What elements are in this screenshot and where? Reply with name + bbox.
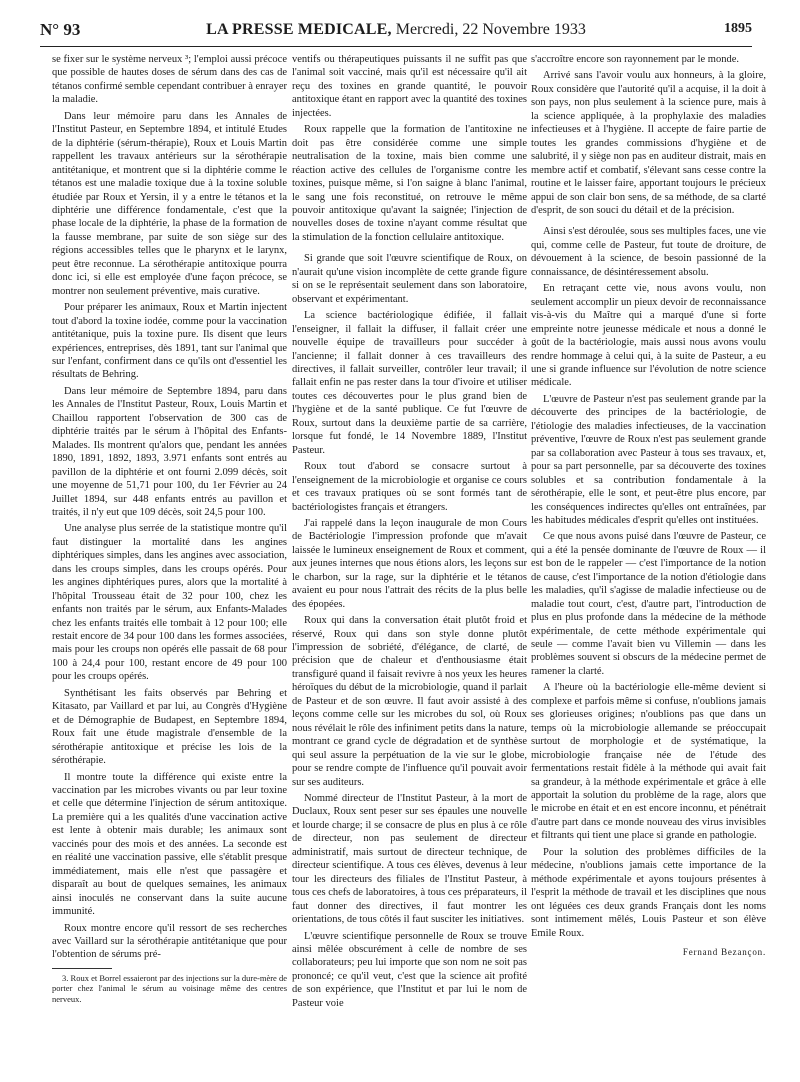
issue-date: Mercredi, 22 Novembre 1933	[395, 21, 586, 38]
paragraph: Nommé directeur de l'Institut Pasteur, à la mort de Duclaux, Roux sent peser sur ses épaules une nouvelle et lourde charge; il se consacre de plus en plus à ce rôle de directeur, non pas seulement de directeur administratif, mais surtout de directeur technique, de directeur scientifique. A tous ces élèves, devenus à leur tour les directeurs des filiales de l'Institut Pasteur, à tous ces chefs de laboratoires, à tous ces préparateurs, il faut donner des directives, il faut montrer les orientations, de tous côtés il faut susciter les initiatives.	[292, 793, 527, 926]
issue-number: N° 93	[40, 20, 81, 39]
column-right	[531, 53, 766, 1073]
paragraph: L'œuvre scientifique personnelle de Roux se trouve ainsi mêlée obscurément à celle de nombre de ses collaborateurs; peu lui importe que son nom ne soit pas prononcé; ce qu'il veut, c'est que la science ait profité de son expérience, que l'Institut et par lui le nom de Pasteur voie	[292, 930, 527, 1009]
paragraph: Si grande que soit l'œuvre scientifique de Roux, on n'aurait qu'une vision incomplète de cette grande figure si on se le représentait seulement dans son laboratoire, observant et expérimentant.	[292, 253, 527, 305]
paragraph: Ainsi s'est déroulée, sous ses multiples faces, une vie qui, comme celle de Pasteur, fut toute de droiture, de dévouement à la science, de besoin passionné de la connaissance, de désintéressement absolu.	[531, 226, 766, 278]
paragraph: Ce que nous avons puisé dans l'œuvre de Pasteur, ce qui a été la pensée dominante de l'œuvre de Roux — il est bon de le rappeler — c'est l'importance de la notion de cause, c'est l'importance de la notion d'étiologie dans les maladies, qu'il s'agisse de maladie infectieuse ou de maladie tout court, c'est, d'autre part, l'introduction de plus en plus profonde dans la médecine de la méthode expérimentale, de cette méthode expérimentale qui seule — comme l'avait bien vu Villemin — dans les problèmes souvent si obscurs de la médecine permet de ramener la clarté.	[531, 531, 766, 677]
footnote: 3. Roux et Borrel essaieront par des injections sur la dure-mère de porter chez l'animal le sérum au voisinage même des centres nerveux.	[52, 972, 287, 1004]
page-number: 1895	[724, 21, 752, 36]
paragraph: Dans leur mémoire de Septembre 1894, paru dans les Annales de l'Institut Pasteur, Roux, Louis Martin et Chaillou rapportent l'observation de 300 cas de diphtérie traités par le sérum à l'hôpital des Enfants-Malades. Ils montrent qu'alors que, pendant les années 1890, 1891, 1892, 1893, 3.971 enfants sont entrés au pavillon de la diphtérie et ont fourni 2.099 décès, soit une moyenne de 51,71 pour 100, du 1er Février au 24 Juillet 1894, sur 448 enfants entrés au pavillon et traités, il n'y eut que 109 décès, soit 24,5 pour 100.	[52, 385, 287, 518]
column-left	[52, 53, 287, 1073]
paragraph: En retraçant cette vie, nous avons voulu, non seulement accomplir un pieux devoir de reconnaissance vis-à-vis du Maître qui a marqué d'une si forte empreinte notre jeunesse médicale et nous a donné le goût de la bactériologie, mais aussi nous avons voulu rendre hommage à celui qui, à la suite de Pasteur, a eu une si grande influence sur l'évolution de notre science médicale.	[531, 283, 766, 389]
paragraph: Il montre toute la différence qui existe entre la vaccination par les microbes vivants ou par leur toxine et celle que détermine l'injection de sérum antitoxique. La première qui a les qualités d'une vaccination active est lente à obtenir mais durable; les animaux sont vaccinés pour des mois et des années. La seconde est en réalité une vaccination passive, elle s'établit presque immédiatement, mais elle n'est que passagère et disparaît au bout de quelques semaines, les animaux ainsi inoculés ne conservant dans la suite aucune immunité.	[52, 771, 287, 918]
author-signature: Fernand Bezançon.	[682, 947, 766, 957]
paragraph: Synthétisant les faits observés par Behring et Kitasato, par Vaillard et par lui, au Congrès d'Hygiène et de Démographie de Budapest, en Septembre 1894, Roux fait une étude magistrale d'ensemble de la sérothérapie antitoxique et précise les lois de la sérothérapie.	[52, 687, 287, 767]
paragraph: Pour préparer les animaux, Roux et Martin injectent tout d'abord la toxine iodée, comme pour la vaccination antitétanique, puis la toxine pure. Ils disent que leurs expériences, entreprises, dès 1891, tant sur l'animal que sur l'enfant, confirment dans ce qu'ils ont d'essentiel les résultats de Behring.	[52, 302, 287, 381]
masthead	[40, 21, 752, 39]
paragraph: Une analyse plus serrée de la statistique montre qu'il faut distinguer la mortalité dans les angines diphtériques simples, dans les angines avec association, dans les croups simples, dans les croups opérés. Pour les angines diphtériques pures, alors que la mortalité à l'hôpital Trousseau était de 32 pour 100, chez les enfants non traités par le sérum, aux Enfants-Malades chez les enfants traités elle tombait à 12 pour 100; elle restait encore de 34 pour 100 dans les formes associées, mais pour les croups non opérés elle passait de 68 pour 100 à 24,4 pour 100, restant encore de 49 pour 100 pour les croups opérés.	[52, 523, 287, 683]
page-header	[40, 20, 752, 47]
paragraph: L'œuvre de Pasteur n'est pas seulement grande par la découverte des principes de la bactériologie, de l'étiologie des maladies infectieuses, de la vaccination préventive, l'œuvre de Roux n'est pas seulement grande par sa collaboration avec Pasteur à tous ses travaux, et, pour sa part personnelle, par sa découverte des toxines solubles et sa contribution fondamentale à la sérothérapie, elle le sont, et peut-être plus encore, par les conséquences indirectes qu'elles ont entraînées, par les habitudes médicales d'esprit qu'elles ont instituées.	[531, 393, 766, 526]
paragraph: Roux rappelle que la formation de l'antitoxine ne doit pas être considérée comme une simple neutralisation de la toxine, mais bien comme une réaction active des cellules de l'organisme contre les toxines, puisque même, si l'on saigne à blanc l'animal, le sang une fois reconstitué, on retrouve le même pouvoir antitoxique qu'avant la saignée; l'injection de nouvelles doses de toxine n'ayant comme résultat que la stimulation de la fonction cellulaire antitoxique.	[292, 124, 527, 243]
paragraph: se fixer sur le système nerveux ³; l'emploi aussi précoce que possible de hautes doses de sérum dans des cas de tétanos confirmé semble cependant contribuer à enrayer la maladie.	[52, 54, 287, 106]
paragraph: Pour la solution des problèmes difficiles de la médecine, n'oublions jamais cette importance de la méthode expérimentale et ayons toujours présentes à l'esprit la méthode de travail et les disciplines que nous ont léguées ces deux grands Français dont les noms sont intimement mêlés, Louis Pasteur et son élève Emile Roux.	[531, 846, 766, 939]
paragraph: ventifs ou thérapeutiques puissants il ne suffit pas que l'animal soit vacciné, mais qu'il est nécessaire qu'il ait reçu des toxines en grande quantité, le pouvoir antitoxique étant en rapport avec la quantité des toxines injectées.	[292, 54, 527, 119]
paragraph: Roux tout d'abord se consacre surtout à l'enseignement de la microbiologie et organise ce cours et ces travaux pratiques où se sont formés tant de bactériologistes français et étrangers.	[292, 461, 527, 513]
paragraph: s'accroître encore son rayonnement par le monde.	[531, 54, 740, 65]
footnote-divider	[52, 968, 112, 969]
paragraph: A l'heure où la bactériologie elle-même devient si complexe et parfois même si confuse, n'oublions jamais ses glorieuses origines; n'oublions pas que dans un temps où la microbiologie allemande se préoccupait surtout de morphologie et de systématique, la microbiologie française née de l'étude des fermentations restait fidèle à la méthode qui avait fait sa grandeur, à la méthode expérimentale et grâce à elle apportait la solution du problème de la rage, alors que le microbe en était et en est encore inconnu, et pénétrait d'autre part dans ce monde nouveau des virus invisibles et filtrants qui tient une place si grande en pathologie.	[531, 682, 766, 842]
paragraph: Roux qui dans la conversation était plutôt froid et réservé, Roux qui dans son style donne plutôt l'impression de sobriété, d'élégance, de clarté, de précision que de chaleur et d'enthousiasme était transfiguré quand il faisait revivre à nos yeux les heures héroïques du début de la microbiologie, quand il parlait de Pasteur et de son œuvre. Il faut avoir assisté à des leçons comme celle sur les microbes du sol, où Roux nous révélait le rôle des infiniment petits dans la nature, montrant ce grand cycle de dégradation et de synthèse qui seul assure la perpétuation de la vie sur le globe, pour se rendre compte de l'influence qu'il pouvait avoir sur ses auditeurs.	[292, 615, 527, 788]
column-middle	[292, 53, 527, 1073]
publication-name: LA PRESSE MEDICALE,	[206, 21, 392, 38]
paragraph: J'ai rappelé dans la leçon inaugurale de mon Cours de Bactériologie l'impression profonde que m'avait laissée le lumineux enseignement de Roux et comment, aux jeunes internes que nous étions alors, les leçons sur le charbon, sur la rage, sur la diphtérie et le tétanos avaient eu pour nous l'attrait des récits de la plus belle des épopées.	[292, 517, 527, 610]
paragraph: Roux montre encore qu'il ressort de ses recherches avec Vaillard sur la sérothérapie antitétanique que pour l'obtention de sérums pré-	[52, 922, 287, 961]
paragraph: La science bactériologique édifiée, il fallait l'enseigner, il fallait la diffuser, il fallait créer une nouvelle équipe de travailleurs pour succéder à l'ancienne; il fallait donner à ces travailleurs des directives, il fallait surveiller, contrôler leur travail; il fallait enfin ne pas rester dans la tour d'ivoire et utiliser toutes ces découvertes pour le plus grand bien de l'hygiène et de la santé publique. Ce fut l'œuvre de Roux, surtout dans la deuxième partie de sa carrière, lorsque fut fondé, le 14 Novembre 1889, l'Institut Pasteur.	[292, 310, 527, 456]
paragraph: Dans leur mémoire paru dans les Annales de l'Institut Pasteur, en Septembre 1894, et intitulé Etudes de la diphtérie (sérum-thérapie), Roux et Louis Martin rappellent les travaux antérieurs sur la sérothérapie antitétanique, et montrent que si la diphtérie comme le tétanos est une maladie toxique due à la toxine soluble étudiée par Roux et Yersin, il y a entre le tétanos et la diphtérie une différence fondamentale, c'est que la phase locale de la diphtérie, la phase de la formation de la fausse membrane, par suite de son siège sur des régions accessibles telles que le pharynx et le larynx, peut être reconnue. La sérothérapie antitoxique pourra donc ici, si elle est employée d'une façon précoce, se montrer non seulement préventive, mais curative.	[52, 110, 287, 297]
paragraph: Arrivé sans l'avoir voulu aux honneurs, à la gloire, Roux considère que l'autorité qu'il a acquise, il la doit à son pays, non plus seulement à la science pure, mais à la science appliquée, à la prophylaxie des maladies infectieuses et à l'hygiène. Il accepte de faire partie de toutes les grandes commissions d'hygiène et de salubrité, il y siège non pas en auditeur distrait, mais en membre actif et combatif, s'élevant sans cesse contre la routine et le laisser faire, apportant toujours le précieux appui de son clair bon sens, de sa méthode, de sa clarté d'esprit, de son souci du détail et de la précision.	[531, 70, 766, 216]
